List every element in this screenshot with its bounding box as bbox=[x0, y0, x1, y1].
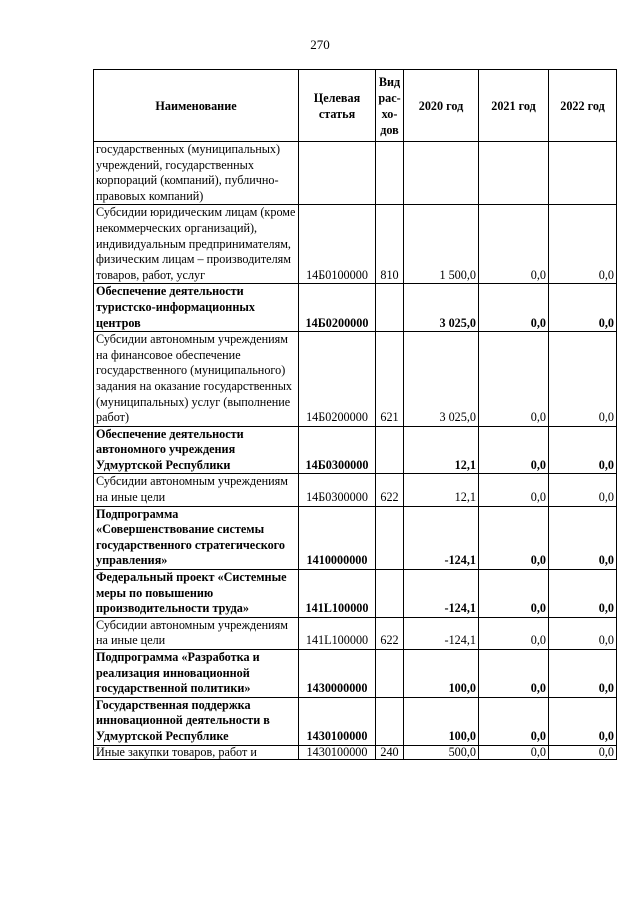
table-row bbox=[94, 284, 617, 332]
table-row bbox=[94, 205, 617, 284]
cell-2021: 0,0 bbox=[479, 205, 549, 284]
table-row bbox=[94, 570, 617, 618]
cell-2022: 0,0 bbox=[549, 570, 617, 618]
header-name: Наименование bbox=[94, 70, 299, 142]
cell-code: 14Б0100000 bbox=[299, 205, 376, 284]
cell-name: Обеспечение деятельности автономного учреждения Удмуртской Республики bbox=[94, 426, 299, 474]
cell-2021: 0,0 bbox=[479, 426, 549, 474]
cell-2021: 0,0 bbox=[479, 474, 549, 506]
cell-2020: 1 500,0 bbox=[404, 205, 479, 284]
cell-2020: 3 025,0 bbox=[404, 284, 479, 332]
cell-type: 621 bbox=[376, 332, 404, 427]
cell-type bbox=[376, 284, 404, 332]
table-row bbox=[94, 142, 617, 205]
cell-2022: 0,0 bbox=[549, 745, 617, 759]
cell-2022: 0,0 bbox=[549, 697, 617, 745]
cell-name: Субсидии автономным учреждениям на иные цели bbox=[94, 474, 299, 506]
cell-type: 240 bbox=[376, 745, 404, 759]
cell-2022: 0,0 bbox=[549, 426, 617, 474]
cell-name: Субсидии юридическим лицам (кроме некоммерческих организаций), индивидуальным предпринимателям, физическим лицам – производителям товаров, работ, услуг bbox=[94, 205, 299, 284]
cell-2020: 500,0 bbox=[404, 745, 479, 759]
cell-2021: 0,0 bbox=[479, 745, 549, 759]
cell-code: 14Б0200000 bbox=[299, 284, 376, 332]
cell-code: 14Б0300000 bbox=[299, 474, 376, 506]
table-row bbox=[94, 650, 617, 698]
header-2021: 2021 год bbox=[479, 70, 549, 142]
cell-2022: 0,0 bbox=[549, 506, 617, 569]
cell-2022: 0,0 bbox=[549, 332, 617, 427]
cell-2021: 0,0 bbox=[479, 284, 549, 332]
table-row bbox=[94, 332, 617, 427]
cell-2021: 0,0 bbox=[479, 697, 549, 745]
cell-name: Федеральный проект «Системные меры по повышению производительности труда» bbox=[94, 570, 299, 618]
cell-2020 bbox=[404, 142, 479, 205]
header-2020: 2020 год bbox=[404, 70, 479, 142]
cell-code: 14Б0200000 bbox=[299, 332, 376, 427]
cell-name: Государственная поддержка инновационной деятельности в Удмуртской Республике bbox=[94, 697, 299, 745]
table-row bbox=[94, 506, 617, 569]
cell-name: Субсидии автономным учреждениям на финансовое обеспечение государственного (муниципального) задания на оказание государственных (муниципальных) услуг (выполнение работ) bbox=[94, 332, 299, 427]
cell-code: 14Б0300000 bbox=[299, 426, 376, 474]
page-number: 270 bbox=[310, 37, 330, 52]
cell-2020: 12,1 bbox=[404, 426, 479, 474]
table-row bbox=[94, 474, 617, 506]
table-row bbox=[94, 426, 617, 474]
cell-name: Подпрограмма «Совершенствование системы государственного стратегического управления» bbox=[94, 506, 299, 569]
cell-type: 622 bbox=[376, 617, 404, 649]
cell-2021 bbox=[479, 142, 549, 205]
cell-type bbox=[376, 570, 404, 618]
cell-2020: 100,0 bbox=[404, 697, 479, 745]
cell-2022: 0,0 bbox=[549, 617, 617, 649]
cell-type: 810 bbox=[376, 205, 404, 284]
cell-type bbox=[376, 650, 404, 698]
cell-name: государственных (муниципальных) учреждений, государственных корпораций (компаний), публично-правовых компаний) bbox=[94, 142, 299, 205]
cell-2022: 0,0 bbox=[549, 474, 617, 506]
cell-code bbox=[299, 142, 376, 205]
cell-2022: 0,0 bbox=[549, 650, 617, 698]
table-header-row bbox=[94, 70, 617, 142]
cell-name: Субсидии автономным учреждениям на иные цели bbox=[94, 617, 299, 649]
cell-code: 1430000000 bbox=[299, 650, 376, 698]
cell-2022 bbox=[549, 142, 617, 205]
cell-2021: 0,0 bbox=[479, 650, 549, 698]
cell-2020: 12,1 bbox=[404, 474, 479, 506]
cell-2020: -124,1 bbox=[404, 570, 479, 618]
cell-2022: 0,0 bbox=[549, 284, 617, 332]
cell-type bbox=[376, 506, 404, 569]
budget-table bbox=[93, 69, 617, 760]
cell-2020: 100,0 bbox=[404, 650, 479, 698]
cell-name: Подпрограмма «Разработка и реализация инновационной государственной политики» bbox=[94, 650, 299, 698]
cell-2021: 0,0 bbox=[479, 332, 549, 427]
cell-type bbox=[376, 426, 404, 474]
header-2022: 2022 год bbox=[549, 70, 617, 142]
cell-code: 1410000000 bbox=[299, 506, 376, 569]
cell-2021: 0,0 bbox=[479, 617, 549, 649]
cell-name: Обеспечение деятельности туристско-информационных центров bbox=[94, 284, 299, 332]
cell-2021: 0,0 bbox=[479, 506, 549, 569]
cell-2022: 0,0 bbox=[549, 205, 617, 284]
cell-code: 141L100000 bbox=[299, 570, 376, 618]
cell-type: 622 bbox=[376, 474, 404, 506]
header-type: Вид рас-хо-дов bbox=[376, 70, 404, 142]
cell-2021: 0,0 bbox=[479, 570, 549, 618]
table-row bbox=[94, 617, 617, 649]
cell-type bbox=[376, 697, 404, 745]
cell-2020: -124,1 bbox=[404, 617, 479, 649]
table-row bbox=[94, 697, 617, 745]
cell-type bbox=[376, 142, 404, 205]
cell-2020: 3 025,0 bbox=[404, 332, 479, 427]
cell-code: 141L100000 bbox=[299, 617, 376, 649]
cell-2020: -124,1 bbox=[404, 506, 479, 569]
header-code: Целевая статья bbox=[299, 70, 376, 142]
cell-code: 1430100000 bbox=[299, 745, 376, 759]
cell-name: Иные закупки товаров, работ и bbox=[94, 745, 299, 759]
table-row bbox=[94, 745, 617, 759]
cell-code: 1430100000 bbox=[299, 697, 376, 745]
